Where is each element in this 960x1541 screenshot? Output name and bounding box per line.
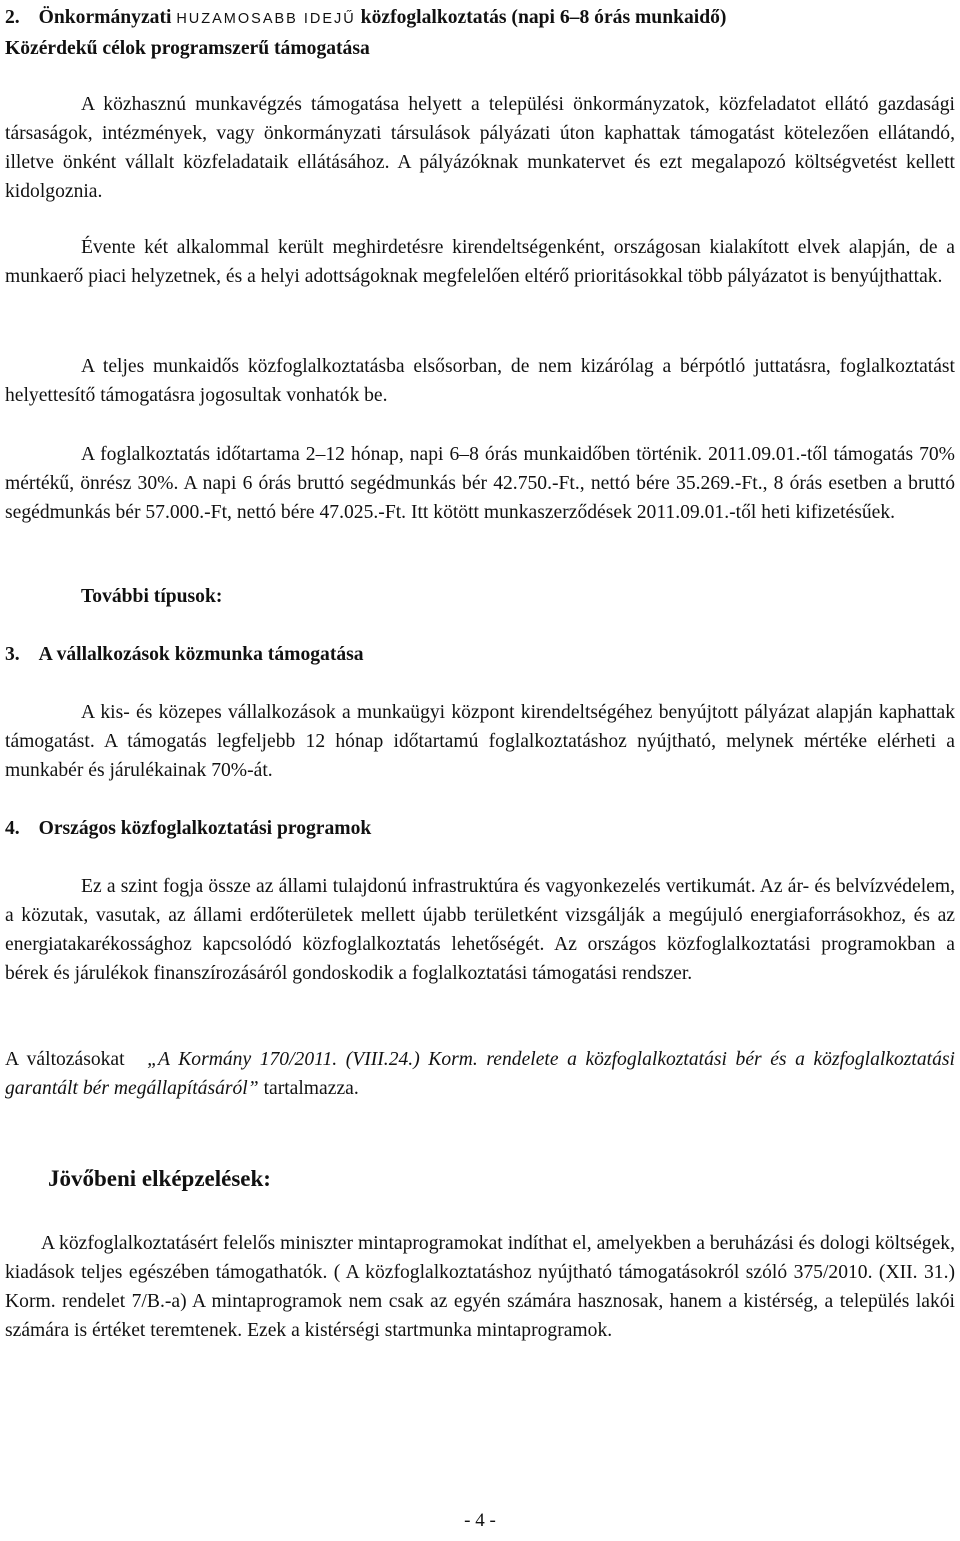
section-4-number: 4. (5, 818, 20, 839)
section-2-title-smallcaps: HUZAMOSABB IDEJŰ (176, 11, 356, 27)
section-3-number: 3. (5, 644, 20, 665)
section-2-subtitle: Közérdekű célok programszerű támogatása (5, 38, 370, 59)
section-2-number: 2. (5, 7, 20, 28)
section-4-title: Országos közfoglalkoztatási programok (38, 818, 372, 839)
future-plans-heading: Jövőbeni elképzelések: (48, 1166, 271, 1191)
page-number: - 4 - (464, 1510, 496, 1531)
section-2-title-end: közfoglalkoztatás (napi 6–8 órás munkaidő) (360, 7, 727, 28)
section-3-heading (5, 640, 364, 669)
further-types-heading: További típusok: (81, 586, 223, 607)
changes-tail: tartalmazza. (263, 1078, 359, 1099)
section-2-title-start: Önkormányzati (38, 7, 172, 28)
section-4-paragraph-1: Ez a szint fogja össze az állami tulajdonú infrastruktúra és vagyonkezelés vertikumát. Az ár- és belvízvédelem, a közutak, vasutak, az állami erdőterületek mellett újabb területként vizsgálják a megújuló energiaforrásokhoz, és az energiatakarékossághoz kapcsolódó közfoglalkoztatás lehetőségét. Az országos közfoglalkoztatási programokban a bérek és járulékok finanszírozásáról gondoskodik a foglalkoztatási támogatási rendszer. (5, 876, 955, 984)
section-3-title: A vállalkozások közmunka támogatása (38, 644, 364, 665)
section-3-paragraph-1: A kis- és közepes vállalkozások a munkaügyi központ kirendeltségéhez benyújtott pályázat alapján kaphattak támogatást. A támogatás legfeljebb 12 hónap időtartamú foglalkoztatáshoz nyújtható, melynek mértéke elérheti a munkabér és járulékainak 70%-át. (5, 702, 955, 781)
section-4-heading (5, 814, 371, 843)
section-2-paragraph-2: Évente két alkalommal került meghirdetésre kirendeltségenként, országosan kialakított elvek alapján, de a munkaerő piaci helyzetnek, és a helyi adottságoknak megfelelően eltérő prioritásokkal több pályázatot is benyújthattak. (5, 237, 955, 287)
section-2-heading (5, 3, 955, 63)
section-2-paragraph-4: A foglalkoztatás időtartama 2–12 hónap, napi 6–8 órás munkaidőben történik. 2011.09.01.-től támogatás 70% mértékű, önrész 30%. A napi 6 órás bruttó segédmunkás bér 42.750.-Ft., nettó bére 35.269.-Ft., 8 órás esetben a bruttó segédmunkás bér 57.000.-Ft, nettó bére 47.025.-Ft. Itt kötött munkaszerződések 2011.09.01.-től heti kifizetésűek. (5, 444, 955, 523)
future-plans-paragraph: A közfoglalkoztatásért felelős miniszter mintaprogramokat indíthat el, amelyekben a beruházási és dologi költségek, kiadások teljes egészében támogathatók. ( A közfoglalkoztatáshoz nyújtható támogatásokról szóló 375/2010. (XII. 31.) Korm. rendelet 7/B.-a) A mintaprogramok nem csak az egyén számára hasznosak, hanem a kistérség, a település lakói számára is értéket teremtenek. Ezek a kistérségi startmunka mintaprogramok. (5, 1233, 955, 1341)
changes-decree-citation: „A Kormány 170/2011. (VIII.24.) Korm. rendelete a közfoglalkoztatási bér és a közfoglalkoztatási garantált bér megállapításáról” (5, 1049, 955, 1099)
changes-paragraph (5, 1045, 955, 1103)
changes-lead: A változásokat (5, 1049, 125, 1070)
section-2-paragraph-3: A teljes munkaidős közfoglalkoztatásba elsősorban, de nem kizárólag a bérpótló juttatásra, foglalkoztatást helyettesítő támogatásra jogosultak vonhatók be. (5, 356, 955, 406)
section-2-paragraph-1: A közhasznú munkavégzés támogatása helyett a települési önkormányzatok, közfeladatot ellátó gazdasági társaságok, intézmények, vagy önkormányzati társulások pályázati úton kaphattak támogatást kötelezően ellátandó, illetve önként vállalt közfeladataik ellátásához. A pályázóknak munkatervet és ezt megalapozó költségvetést kellett kidolgoznia. (5, 94, 955, 202)
